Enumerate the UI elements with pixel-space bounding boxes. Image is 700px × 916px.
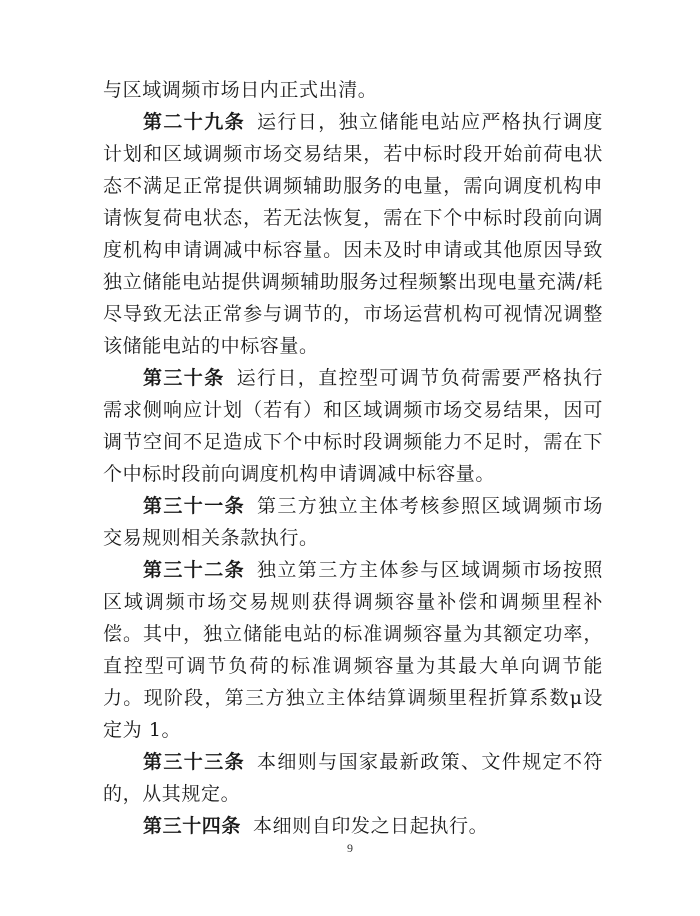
- article-32: [103, 554, 603, 746]
- article-30: [103, 362, 603, 490]
- document-body: [103, 74, 603, 842]
- continuation-text: 与区域调频市场日内正式出清。: [103, 79, 378, 101]
- article-number: 第三十三条: [143, 751, 245, 773]
- article-text: 运行日，独立储能电站应严格执行调度计划和区域调频市场交易结果，若中标时段开始前荷电状态不满足正常提供调频辅助服务的电量，需向调度机构申请恢复荷电状态，若无法恢复，需在下个中标时段前向调度机构申请调减中标容量。因未及时申请或其他原因导致独立储能电站提供调频辅助服务过程频繁出现电量充满/耗尽导致无法正常参与调节的，市场运营机构可视情况调整该储能电站的中标容量。: [103, 111, 603, 357]
- article-33: [103, 746, 603, 810]
- article-number: 第三十一条: [143, 495, 245, 517]
- continuation-paragraph: [103, 74, 603, 106]
- article-number: 第二十九条: [143, 111, 245, 133]
- article-number: 第三十四条: [143, 815, 242, 837]
- article-29: [103, 106, 603, 362]
- article-31: [103, 490, 603, 554]
- article-text: 独立第三方主体参与区域调频市场按照区域调频市场交易规则获得调频容量补偿和调频里程补偿。其中，独立储能电站的标准调频容量为其额定功率，直控型可调节负荷的标准调频容量为其最大单向调节能力。现阶段，第三方独立主体结算调频里程折算系数μ设定为 1。: [103, 559, 603, 741]
- article-text: 本细则自印发之日起执行。: [253, 815, 489, 837]
- article-34: [103, 810, 603, 842]
- article-text: 运行日，直控型可调节负荷需要严格执行需求侧响应计划（若有）和区域调频市场交易结果，因可调节空间不足造成下个中标时段调频能力不足时，需在下个中标时段前向调度机构申请调减中标容量。: [103, 367, 603, 485]
- article-text: 本细则与国家最新政策、文件规定不符的，从其规定。: [103, 751, 603, 805]
- article-number: 第三十二条: [143, 559, 245, 581]
- page-number: 9: [347, 841, 353, 855]
- article-number: 第三十条: [143, 367, 225, 389]
- article-text: 第三方独立主体考核参照区域调频市场交易规则相关条款执行。: [103, 495, 603, 549]
